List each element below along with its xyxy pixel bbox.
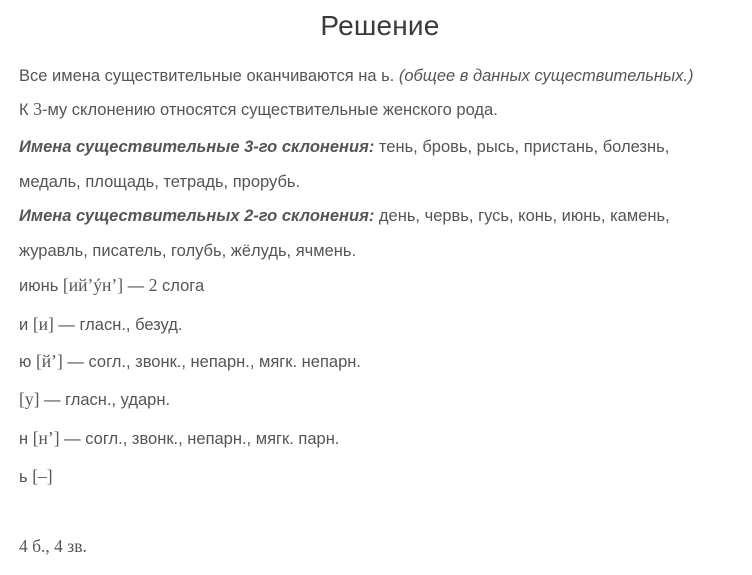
phonetic-letter: ю [19, 353, 36, 371]
paragraph-third-declension-rule [19, 99, 498, 120]
third-declension-words: тень, бровь, рысь, пристань, болезнь, [374, 138, 670, 156]
second-declension-words-cont: журавль, писатель, голубь, жёлудь, ячмень. [19, 242, 357, 260]
phonetic-sound: [у] [19, 389, 40, 409]
declension-rule-prefix: К [19, 101, 34, 119]
phonetic-summary: 4 б., 4 зв. [19, 536, 87, 556]
phonetic-row [19, 466, 53, 487]
syllable-label: слога [157, 277, 205, 295]
phonetic-description: — согл., звонк., непарн., мягк. парн. [59, 430, 340, 448]
phonetic-sound: [–] [32, 466, 53, 486]
syllable-count: 2 [148, 275, 158, 295]
phonetic-word-line [19, 275, 204, 296]
ending-rule-text: Все имена существительные оканчиваются на ь. [19, 67, 399, 85]
phonetic-transcription: [ий’ýн’] [62, 275, 124, 295]
phonetic-row [19, 351, 361, 372]
phonetic-description: — гласн., безуд. [53, 316, 183, 334]
declension-rule-text: -му склонению относятся существительные женского рода. [41, 101, 498, 119]
phonetic-word: июнь [19, 277, 63, 295]
third-declension-list [19, 137, 669, 157]
third-declension-label: Имена существительные 3-го склонения: [19, 138, 375, 156]
phonetic-dash: — [123, 277, 149, 295]
phonetic-letter: ь [19, 468, 33, 486]
phonetic-row [19, 389, 170, 410]
phonetic-sound: [и] [32, 314, 54, 334]
phonetic-sound: [й’] [35, 351, 63, 371]
page-title: Решение [320, 10, 440, 41]
second-declension-words: день, червь, гусь, конь, июнь, камень, [374, 207, 670, 225]
phonetic-letter: и [19, 316, 33, 334]
phonetic-letter: н [19, 430, 33, 448]
third-declension-list-cont [19, 172, 300, 192]
phonetic-description: — гласн., ударн. [39, 391, 171, 409]
second-declension-list [19, 206, 670, 226]
declension-rule-number: 3 [33, 99, 42, 119]
second-declension-label: Имена существительных 2-го склонения: [19, 207, 375, 225]
phonetic-row [19, 428, 339, 449]
ending-rule-note: (общее в данных существительных.) [398, 67, 694, 85]
third-declension-words-cont: медаль, площадь, тетрадь, прорубь. [19, 173, 301, 191]
phonetic-row [19, 314, 182, 335]
paragraph-ending-rule [19, 66, 693, 86]
second-declension-list-cont [19, 241, 356, 261]
phonetic-sound: [н’] [32, 428, 60, 448]
phonetic-description: — согл., звонк., непарн., мягк. непарн. [62, 353, 361, 371]
